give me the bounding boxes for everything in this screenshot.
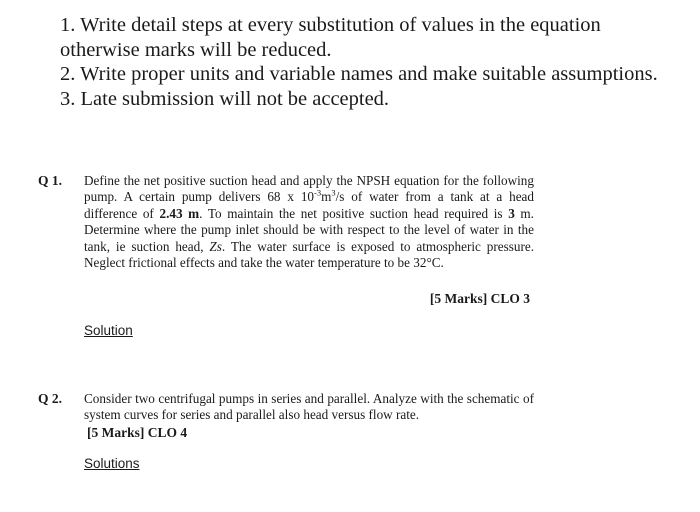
question-2-marks: [5 Marks] CLO 4 (87, 425, 188, 440)
q1-text-part-2: m (321, 189, 332, 205)
q1-text-part-3: /s of water from a tank at a head difference of (84, 189, 534, 221)
instruction-3: 3. Late submission will not be accepted. (60, 87, 390, 110)
question-2-label: Q 2. (38, 391, 63, 406)
question-1-marks: [5 Marks] CLO 3 (429, 291, 530, 306)
instruction-1: 1. Write detail steps at every substitution of values in the equation otherwise marks will be reduced. (60, 14, 601, 61)
q1-head-value: 2.43 m (159, 205, 200, 221)
instructions-list (60, 13, 680, 111)
q1-text-part-4: . To maintain the net positive suction head required is (199, 205, 509, 221)
q1-text-part-6: . The water surface is exposed to atmospheric pressure. Neglect frictional effects and take the water temperature to be 32°C. (84, 238, 534, 271)
instruction-2: 2. Write proper units and variable names and make suitable assumptions. (60, 63, 658, 85)
q1-npsh-value: 3 (508, 205, 515, 221)
q1-exponent-2: 3 (331, 188, 336, 199)
question-1-text (84, 173, 534, 271)
q1-text-part-1: Define the net positive suction head and apply the NPSH equation for the following pump. A certain pump delivers 68 x 10 (84, 173, 534, 205)
q1-zs-symbol: Zs (209, 238, 222, 254)
question-1-label: Q 1. (38, 173, 63, 188)
question-1-solution-link[interactable]: Solution (84, 323, 133, 338)
question-2-solution-link[interactable]: Solutions (84, 456, 140, 471)
q1-exponent-1: -3 (314, 188, 322, 199)
question-2-text: Consider two centrifugal pumps in series and parallel. Analyze with the schematic of system curves for series and parallel also head versus flow rate. (84, 391, 534, 423)
q1-text-part-5: m. Determine where the pump inlet should be with respect to the level of water in the tank, ie suction head, (84, 205, 534, 254)
